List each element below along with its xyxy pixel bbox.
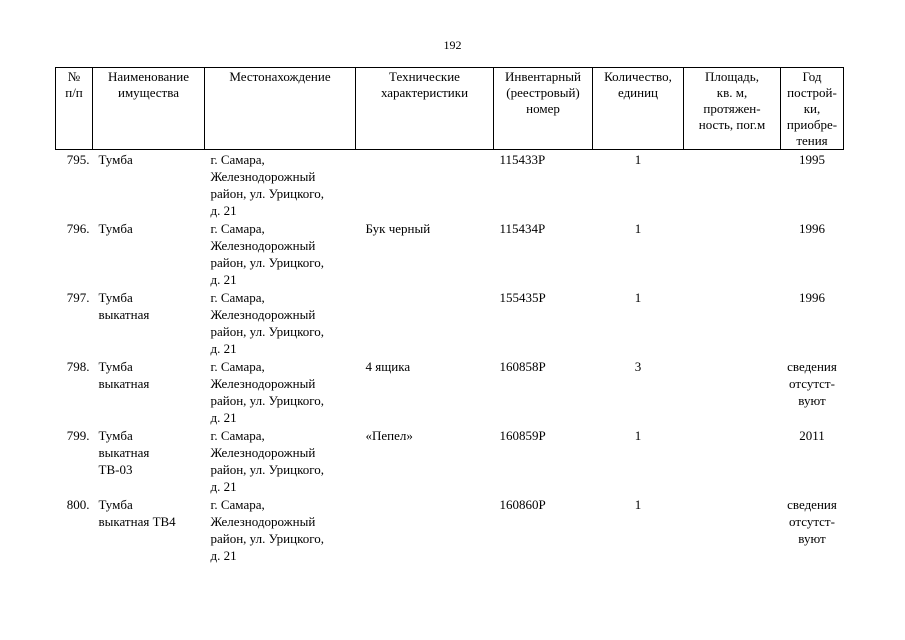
cell-tech — [356, 288, 494, 357]
table-row — [56, 426, 844, 495]
cell-num: 795. — [66, 152, 90, 167]
cell-inventory: 155435Р — [499, 290, 546, 305]
page-number: 192 — [443, 38, 462, 52]
cell-area — [684, 426, 781, 495]
cell-location: г. Самара, Железнодорожный район, ул. Урицкого, д. 21 — [210, 152, 324, 218]
cell-year: 1996 — [799, 221, 825, 236]
header-inventory: Инвентарный (реестровый) номер — [494, 68, 593, 150]
cell-year: 2011 — [799, 428, 825, 443]
table-row — [56, 288, 844, 357]
cell-location: г. Самара, Железнодорожный район, ул. Урицкого, д. 21 — [210, 221, 324, 287]
cell-year: 1995 — [799, 152, 825, 167]
header-year: Год построй- ки, приобре- тения — [781, 68, 844, 150]
cell-year: 1996 — [799, 290, 825, 305]
cell-num: 796. — [66, 221, 90, 236]
cell-area — [684, 150, 781, 220]
cell-name: Тумба выкатная — [98, 290, 150, 322]
cell-tech: «Пепел» — [365, 428, 413, 443]
header-num: № п/п — [56, 68, 93, 150]
cell-tech — [356, 495, 494, 564]
header-quantity: Количество, единиц — [593, 68, 684, 150]
header-name: Наименование имущества — [93, 68, 205, 150]
property-table — [55, 67, 844, 564]
cell-area — [684, 288, 781, 357]
cell-quantity: 1 — [634, 152, 642, 167]
cell-quantity: 3 — [634, 359, 642, 374]
cell-location: г. Самара, Железнодорожный район, ул. Урицкого, д. 21 — [210, 497, 324, 563]
cell-num: 799. — [66, 428, 90, 443]
cell-num: 797. — [66, 290, 90, 305]
cell-tech: 4 ящика — [365, 359, 411, 374]
cell-num: 800. — [66, 497, 90, 512]
table-body — [56, 150, 844, 565]
cell-tech — [356, 150, 494, 220]
cell-area — [684, 357, 781, 426]
header-area: Площадь, кв. м, протяжен- ность, пог.м — [684, 68, 781, 150]
cell-location: г. Самара, Железнодорожный район, ул. Урицкого, д. 21 — [210, 290, 324, 356]
header-row — [56, 68, 844, 150]
cell-year: сведения отсутст- вуют — [787, 497, 837, 546]
cell-location: г. Самара, Железнодорожный район, ул. Урицкого, д. 21 — [210, 359, 324, 425]
cell-area — [684, 219, 781, 288]
table-row — [56, 357, 844, 426]
cell-year: сведения отсутст- вуют — [787, 359, 837, 408]
cell-name: Тумба выкатная ТВ4 — [98, 497, 176, 529]
table-row — [56, 150, 844, 220]
cell-quantity: 1 — [634, 221, 642, 236]
cell-name: Тумба — [98, 152, 133, 167]
cell-inventory: 160860Р — [499, 497, 546, 512]
cell-area — [684, 495, 781, 564]
cell-quantity: 1 — [634, 290, 642, 305]
cell-location: г. Самара, Железнодорожный район, ул. Урицкого, д. 21 — [210, 428, 324, 494]
cell-inventory: 115433Р — [499, 152, 546, 167]
cell-num: 798. — [66, 359, 90, 374]
cell-name: Тумба выкатная — [98, 359, 150, 391]
cell-inventory: 160859Р — [499, 428, 546, 443]
header-tech: Технические характеристики — [356, 68, 494, 150]
cell-name: Тумба — [98, 221, 133, 236]
cell-inventory: 160858Р — [499, 359, 546, 374]
cell-tech: Бук черный — [365, 221, 431, 236]
table-row — [56, 495, 844, 564]
cell-quantity: 1 — [634, 497, 642, 512]
cell-inventory: 115434Р — [499, 221, 546, 236]
cell-name: Тумба выкатная ТВ-03 — [98, 428, 150, 477]
table-row — [56, 219, 844, 288]
cell-quantity: 1 — [634, 428, 642, 443]
table-header — [56, 68, 844, 150]
header-location: Местонахождение — [205, 68, 356, 150]
